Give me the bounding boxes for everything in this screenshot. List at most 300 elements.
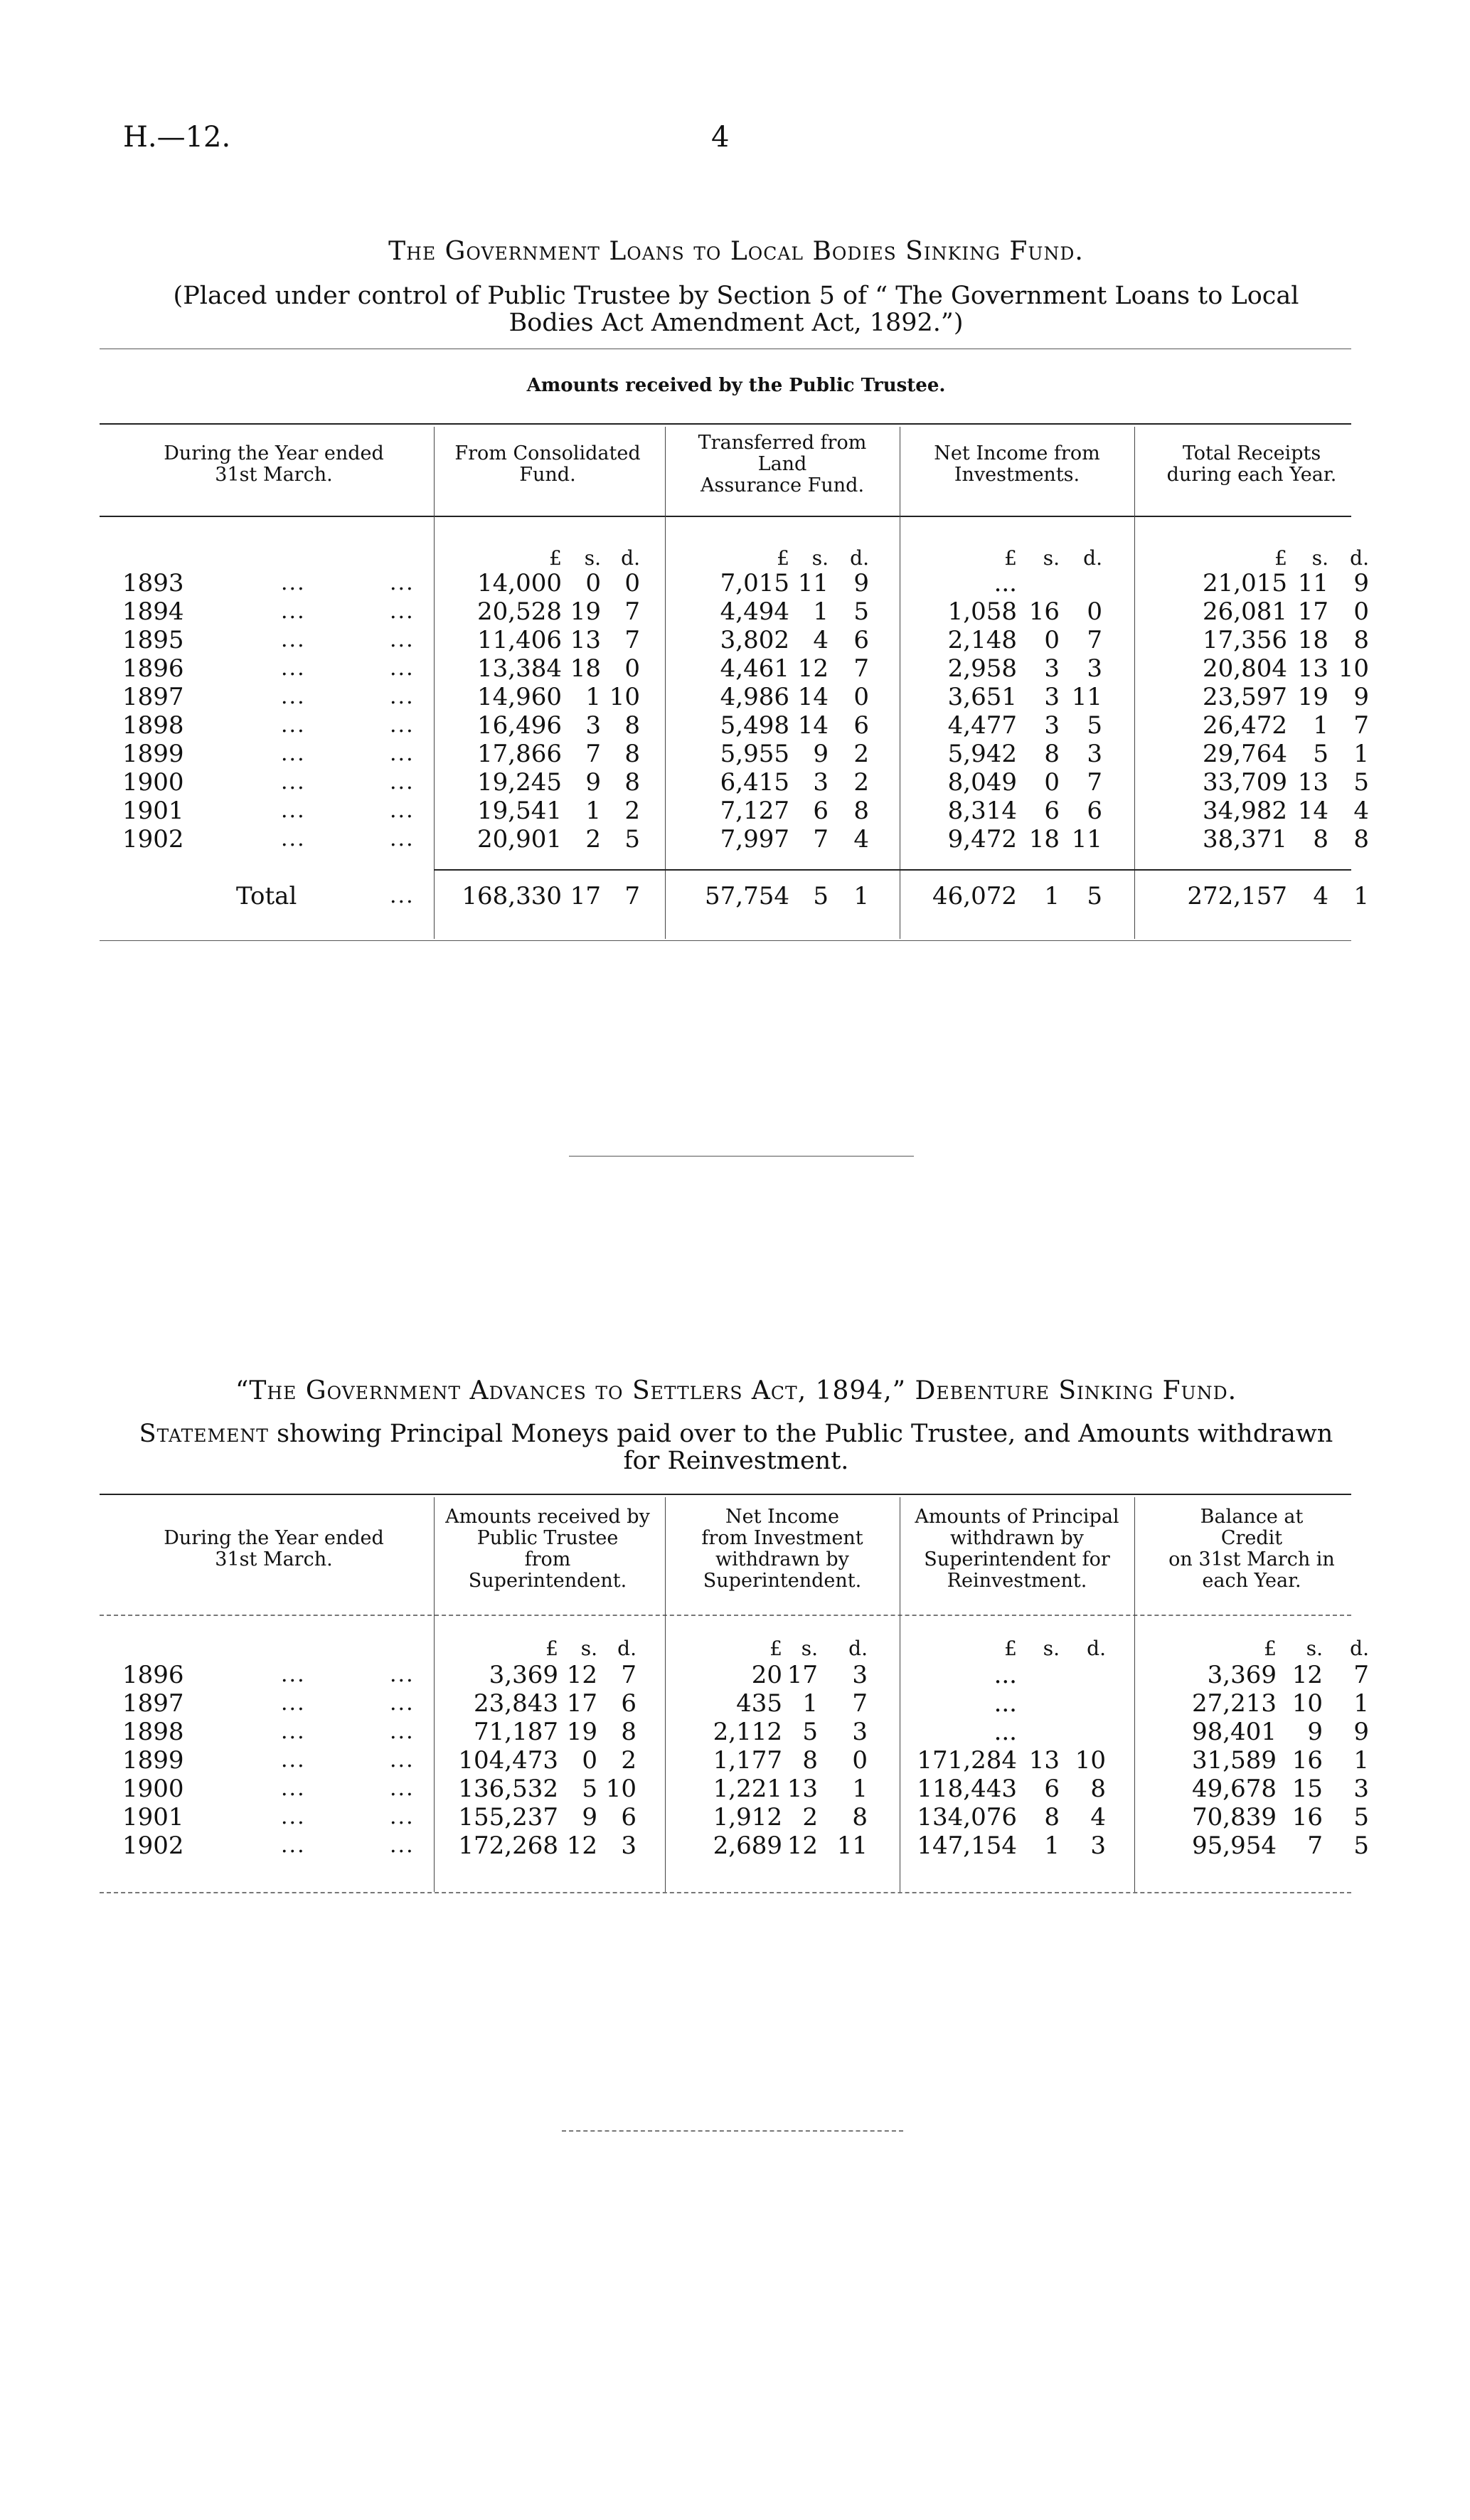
table2-row-c4-pound: 31,589	[1192, 1746, 1277, 1775]
table1-row-c1-d: 8	[624, 768, 640, 797]
table1-row-c3-pound: 2,148	[947, 626, 1017, 654]
table2-row	[0, 1803, 1470, 1831]
table1-row-c2-d: 2	[853, 740, 869, 768]
table1-row-c3-d: 11	[1071, 683, 1102, 711]
table1-row	[0, 825, 1470, 854]
table1-row-c3-pound: 3,651	[947, 683, 1017, 711]
table1-unit-c2-pound: £	[777, 546, 789, 570]
table1-row-c4-s: 5	[1313, 740, 1328, 768]
table1-row-c3-s: 3	[1044, 711, 1060, 740]
table2-colhead-c3-line: Amounts of Principal	[915, 1506, 1119, 1528]
table2-row-c4-d: 5	[1353, 1803, 1369, 1831]
table2-row	[0, 1831, 1470, 1860]
table1-row-c1-d: 2	[624, 797, 640, 825]
table1-colhead-c0	[107, 443, 441, 486]
table1-row-leader: ...	[281, 570, 306, 595]
table1-row-c2-pound: 5,955	[720, 740, 789, 768]
table1-total-c3-d: 5	[1087, 882, 1102, 910]
table1-row-leader: ...	[281, 713, 306, 738]
table1-row-c3-d: 11	[1071, 825, 1102, 854]
table1-row-c1-d: 7	[624, 626, 640, 654]
table2-units-row	[0, 1634, 1470, 1663]
table2-row-c4-pound: 3,369	[1207, 1661, 1277, 1689]
table2-row-c2-s: 2	[802, 1803, 818, 1831]
table2-row-c4-d: 9	[1353, 1718, 1369, 1746]
table2-row	[0, 1661, 1470, 1689]
table2-colhead-c4-line: Balance at	[1200, 1506, 1304, 1528]
table2-row-leader: ...	[390, 1748, 415, 1772]
table2-row-c1-d: 10	[605, 1775, 637, 1803]
table1-row-c3-pound: 9,472	[947, 825, 1017, 854]
table2-colhead-c4	[1134, 1506, 1369, 1592]
table2-colhead-c1-line: Public Trustee	[476, 1527, 619, 1549]
table1-row-year: 1901	[122, 797, 184, 825]
table2-row-leader: ...	[281, 1804, 306, 1829]
table2-row-c2-s: 1	[802, 1689, 818, 1718]
table2-colhead-c0-line: During the Year ended	[164, 1527, 384, 1549]
table1-total-c4-s: 4	[1313, 882, 1328, 910]
table1-row-c4-d: 9	[1353, 683, 1369, 711]
table1-total-c1-d: 7	[624, 882, 640, 910]
table1-row-year: 1902	[122, 825, 184, 854]
table2-row-c1-pound: 155,237	[458, 1803, 558, 1831]
table1-colhead-c3-line: Net Income from	[934, 442, 1100, 464]
table2-row-leader: ...	[390, 1776, 415, 1801]
table2-colhead-c0	[107, 1528, 441, 1570]
table1-row-year: 1899	[122, 740, 184, 768]
table1-row-c4-pound: 23,597	[1203, 683, 1287, 711]
table2-row-c4-pound: 49,678	[1192, 1775, 1277, 1803]
table2-row-c4-s: 7	[1307, 1831, 1323, 1860]
table1-row-c2-pound: 4,986	[720, 683, 789, 711]
table1-unit-c3-d: d.	[1083, 546, 1102, 570]
table2-row-c1-pound: 104,473	[458, 1746, 558, 1775]
table1-row-c1-pound: 11,406	[477, 626, 562, 654]
table1-row-c3-d: 0	[1087, 597, 1102, 626]
table1-total-c2-d: 1	[853, 882, 869, 910]
table2-row-c1-pound: 23,843	[474, 1689, 558, 1718]
table1-row-c2-d: 4	[853, 825, 869, 854]
table1-row-c4-s: 8	[1313, 825, 1328, 854]
table1-row-c1-s: 1	[585, 797, 601, 825]
table2-colhead-c3	[900, 1506, 1134, 1592]
table2-row-c3-s: 6	[1044, 1775, 1060, 1803]
table2-colhead-c3-line: withdrawn by	[950, 1527, 1084, 1549]
table1-column-divider	[1134, 427, 1135, 939]
table1-row-c4-s: 13	[1297, 654, 1328, 683]
table1-row-c3-pound: 5,942	[947, 740, 1017, 768]
table2-row-c2-d: 8	[852, 1803, 868, 1831]
table2-row-leader: ...	[390, 1719, 415, 1744]
table1-row-c3-s: 6	[1044, 797, 1060, 825]
table1-total-c2-s: 5	[813, 882, 829, 910]
table1-row-year: 1897	[122, 683, 184, 711]
table1-row-c1-pound: 17,866	[477, 740, 562, 768]
table1-row-year: 1896	[122, 654, 184, 683]
table1-row-c1-pound: 13,384	[477, 654, 562, 683]
table1-row-c1-s: 3	[585, 711, 601, 740]
table2-unit-c4-pound: £	[1264, 1637, 1277, 1660]
table1-row-c1-d: 8	[624, 740, 640, 768]
table1-colhead-c0-line: During the Year ended	[164, 442, 384, 464]
table1-row-c2-d: 2	[853, 768, 869, 797]
table2-column-divider	[665, 1497, 666, 1892]
table2-row-c2-d: 7	[852, 1689, 868, 1718]
table1-subtitle-line2: Bodies Act Amendment Act, 1892.”)	[508, 309, 964, 337]
table1-row-c2-s: 4	[813, 626, 829, 654]
table2-row-c2-d: 3	[852, 1661, 868, 1689]
table1-row-c3-pound: 8,049	[947, 768, 1017, 797]
table2-row-c4-pound: 70,839	[1192, 1803, 1277, 1831]
table1-colhead-c4	[1134, 443, 1369, 486]
table1-row-leader: ...	[390, 741, 415, 766]
table2-row-c2-pound: 1,221	[713, 1775, 782, 1803]
table1-row-c2-pound: 4,461	[720, 654, 789, 683]
table1-row-c1-s: 9	[585, 768, 601, 797]
table2-colhead-c1-line: Superintendent.	[468, 1570, 627, 1592]
table1-row-c1-d: 10	[609, 683, 640, 711]
table1-unit-c2-s: s.	[811, 546, 829, 570]
table2-unit-c4-s: s.	[1306, 1637, 1323, 1660]
table1-caption: Amounts received by the Public Trustee.	[526, 375, 946, 396]
table1-row-leader: ...	[281, 826, 306, 851]
table1-row-c4-pound: 33,709	[1203, 768, 1287, 797]
table1-row-c3-s: 16	[1028, 597, 1060, 626]
table2-row-c1-d: 3	[621, 1831, 637, 1860]
document-code: H.—12.	[123, 121, 231, 154]
table1-row-c3-s: 18	[1028, 825, 1060, 854]
table2-row-leader: ...	[281, 1662, 306, 1687]
table1-row-c1-d: 5	[624, 825, 640, 854]
table1-row-c4-pound: 17,356	[1203, 626, 1287, 654]
table1-title: The Government Loans to Local Bodies Sinking Fund.	[388, 237, 1084, 266]
table1-row-c4-s: 18	[1297, 626, 1328, 654]
table1-header-bottom-rule	[100, 516, 1351, 517]
table2-row-leader: ...	[281, 1833, 306, 1858]
table2-unit-c2-d: d.	[848, 1637, 868, 1660]
table1-row-c2-s: 14	[797, 683, 829, 711]
table2-row-c2-s: 12	[787, 1831, 818, 1860]
table2-row-c2-pound: 2,689	[713, 1831, 782, 1860]
table1-row-c2-d: 8	[853, 797, 869, 825]
table1-row-leader: ...	[390, 713, 415, 738]
table1-colhead-c3	[900, 443, 1134, 486]
table2-colhead-c3-line: Superintendent for	[924, 1548, 1110, 1570]
table1-colhead-c1-line: From Consolidated	[454, 442, 641, 464]
table1-colhead-c4-line: during each Year.	[1166, 464, 1337, 486]
table1-colhead-c3-line: Investments.	[954, 464, 1080, 486]
table2-row-c1-s: 12	[566, 1831, 597, 1860]
table1-row-c3-d: 7	[1087, 768, 1102, 797]
table1-row-year: 1900	[122, 768, 184, 797]
table2-row-c3-d: 4	[1090, 1803, 1106, 1831]
table2-row-c1-pound: 136,532	[458, 1775, 558, 1803]
table1-total-c1-pound: 168,330	[462, 882, 562, 910]
table2-colhead-c0-line: 31st March.	[215, 1548, 333, 1570]
table1-row-c2-pound: 6,415	[720, 768, 789, 797]
table2-row-leader: ...	[281, 1776, 306, 1801]
table1-total-row	[0, 882, 1470, 910]
table1-total-rule	[434, 869, 1351, 871]
footer-dash-mark	[562, 2130, 903, 2132]
table1-row-c2-d: 7	[853, 654, 869, 683]
table1-row-c1-s: 1	[585, 683, 601, 711]
table1-row-c1-pound: 19,245	[477, 768, 562, 797]
table1-row-leader: ...	[281, 770, 306, 794]
table2-row-c2-pound: 1,912	[713, 1803, 782, 1831]
table1-row-c1-pound: 20,528	[477, 597, 562, 626]
table1-row-leader: ...	[281, 627, 306, 652]
table1-bottom-rule	[100, 940, 1351, 941]
table2-row-c4-s: 15	[1291, 1775, 1323, 1803]
table2-row-c3-s: 13	[1028, 1746, 1060, 1775]
table1-colhead-c2-line: Land	[757, 453, 807, 475]
table2-row-c2-d: 0	[852, 1746, 868, 1775]
table2-row-c3-d: 8	[1090, 1775, 1106, 1803]
table1-row-c4-s: 1	[1313, 711, 1328, 740]
table1-row-c4-d: 7	[1353, 711, 1369, 740]
table2-row-c4-d: 1	[1353, 1689, 1369, 1718]
table1-colhead-c1	[434, 443, 661, 486]
table1-row	[0, 797, 1470, 825]
table1-row-c4-pound: 26,081	[1203, 597, 1287, 626]
table2-row-c4-s: 10	[1291, 1689, 1323, 1718]
table2-colhead-c4-line: on 31st March in	[1168, 1548, 1335, 1570]
table1-row-c1-d: 0	[624, 654, 640, 683]
table1-row-leader: ...	[390, 770, 415, 794]
table2-unit-c3-d: d.	[1087, 1637, 1106, 1660]
table2-subtitle-line2: for Reinvestment.	[623, 1447, 849, 1475]
table2-row-leader: ...	[390, 1662, 415, 1687]
table2-unit-c3-pound: £	[1004, 1637, 1017, 1660]
table1-row-c3-pound: 1,058	[947, 597, 1017, 626]
table1-colhead-c4-line: Total Receipts	[1182, 442, 1321, 464]
table1-row-c2-s: 6	[813, 797, 829, 825]
table2-row-leader: ...	[281, 1719, 306, 1744]
table1-row	[0, 683, 1470, 711]
table2-row-c3-pound: ...	[994, 1661, 1017, 1689]
table1-row-c1-d: 8	[624, 711, 640, 740]
table1-row-c4-s: 19	[1297, 683, 1328, 711]
page-number: 4	[711, 121, 730, 154]
table2-row-c2-s: 13	[787, 1775, 818, 1803]
table1-row-leader: ...	[281, 684, 306, 709]
table2-row-c1-pound: 172,268	[458, 1831, 558, 1860]
table1-row-c4-pound: 29,764	[1203, 740, 1287, 768]
table1-total-c4-pound: 272,157	[1187, 882, 1287, 910]
table1-row-year: 1898	[122, 711, 184, 740]
table1-total-c2-pound: 57,754	[705, 882, 789, 910]
table1-row-c2-s: 1	[813, 597, 829, 626]
table2-row-c4-s: 12	[1291, 1661, 1323, 1689]
table1-row	[0, 740, 1470, 768]
table1-row-c3-d: 3	[1087, 740, 1102, 768]
table2-row-c4-pound: 27,213	[1192, 1689, 1277, 1718]
table2-unit-c2-pound: £	[769, 1637, 782, 1660]
table2-unit-c1-d: d.	[617, 1637, 637, 1660]
table2-row-c2-pound: 2,112	[713, 1718, 782, 1746]
table1-total-c3-pound: 46,072	[932, 882, 1017, 910]
table1-row-c4-s: 17	[1297, 597, 1328, 626]
table1-unit-c4-d: d.	[1350, 546, 1369, 570]
table2-colhead-c1-line: from	[524, 1548, 571, 1570]
table2-row	[0, 1718, 1470, 1746]
table1-unit-c4-s: s.	[1311, 546, 1328, 570]
table2-row-c1-d: 6	[621, 1689, 637, 1718]
table2-row-c4-pound: 98,401	[1192, 1718, 1277, 1746]
table1-row-c1-pound: 14,000	[477, 569, 562, 597]
table1-row	[0, 597, 1470, 626]
table2-row-c3-pound: ...	[994, 1689, 1017, 1718]
table1-unit-c4-pound: £	[1274, 546, 1287, 570]
table2-row-year: 1897	[122, 1689, 184, 1718]
table2-row	[0, 1689, 1470, 1718]
table1-row-c3-d: 5	[1087, 711, 1102, 740]
table1-row-c1-s: 19	[570, 597, 601, 626]
table2-colhead-c4-line: each Year.	[1202, 1570, 1301, 1592]
table1-row-year: 1893	[122, 569, 184, 597]
table2-row	[0, 1746, 1470, 1775]
table1-row-c2-s: 14	[797, 711, 829, 740]
table1-row-c2-pound: 7,015	[720, 569, 789, 597]
table2-colhead-c2-line: Superintendent.	[703, 1570, 862, 1592]
table2-row-c1-s: 9	[582, 1803, 597, 1831]
table2-column-divider	[1134, 1497, 1135, 1892]
table2-header-top-rule	[100, 1494, 1351, 1495]
table2-row-c2-d: 11	[836, 1831, 868, 1860]
table1-row-c3-s: 0	[1044, 626, 1060, 654]
table2-row-year: 1896	[122, 1661, 184, 1689]
table1-row-leader: ...	[281, 741, 306, 766]
table1-total-c4-d: 1	[1353, 882, 1369, 910]
table2-row-c4-s: 16	[1291, 1803, 1323, 1831]
table2-row-leader: ...	[281, 1748, 306, 1772]
table1-row-c3-s: 3	[1044, 683, 1060, 711]
table1-row	[0, 626, 1470, 654]
table1-total-label: Total	[236, 882, 297, 910]
table1-row-c1-pound: 19,541	[477, 797, 562, 825]
table1-row-leader: ...	[281, 599, 306, 624]
table1-row-c2-pound: 4,494	[720, 597, 789, 626]
table2-row-c3-d: 10	[1075, 1746, 1106, 1775]
table2-unit-c1-s: s.	[580, 1637, 597, 1660]
table2-row-year: 1901	[122, 1803, 184, 1831]
table1-row-c4-d: 4	[1353, 797, 1369, 825]
table2-bottom-rule	[100, 1892, 1351, 1893]
table1-unit-c3-s: s.	[1043, 546, 1060, 570]
table1-colhead-c2-line: Assurance Fund.	[700, 474, 865, 496]
table2-unit-c3-s: s.	[1043, 1637, 1060, 1660]
section-separator	[569, 1156, 914, 1157]
table1-row-c1-s: 2	[585, 825, 601, 854]
table2-row-c4-d: 7	[1353, 1661, 1369, 1689]
table2-row	[0, 1775, 1470, 1803]
table2-row-c4-d: 1	[1353, 1746, 1369, 1775]
table2-subtitle-lead: Statement	[139, 1420, 269, 1448]
table2-row-c3-pound: ...	[994, 1718, 1017, 1746]
table1-row-c3-d: 6	[1087, 797, 1102, 825]
table2-row-c3-pound: 118,443	[917, 1775, 1017, 1803]
table1-unit-c3-pound: £	[1004, 546, 1017, 570]
table1-colhead-c2-line: Transferred from	[698, 432, 867, 454]
table1-row	[0, 569, 1470, 597]
table1-row-c1-s: 7	[585, 740, 601, 768]
table1-row-leader: ...	[390, 627, 415, 652]
table1-row-c2-d: 0	[853, 683, 869, 711]
table2-row-c1-s: 5	[582, 1775, 597, 1803]
table2-row-c2-pound: 1,177	[713, 1746, 782, 1775]
table2-colhead-c2-line: from Investment	[701, 1527, 863, 1549]
table1-row	[0, 711, 1470, 740]
table1-colhead-c2	[665, 432, 900, 496]
table2-row-c2-d: 3	[852, 1718, 868, 1746]
table1-row-c3-d: 3	[1087, 654, 1102, 683]
table1-row-c1-pound: 20,901	[477, 825, 562, 854]
table2-row-c2-pound: 20	[751, 1661, 782, 1689]
table1-unit-c2-d: d.	[850, 546, 869, 570]
table1-row-c3-s: 0	[1044, 768, 1060, 797]
table1-row-leader: ...	[281, 656, 306, 681]
table1-column-divider	[665, 427, 666, 939]
table1-row-c3-pound: 8,314	[947, 797, 1017, 825]
table1-row-c1-d: 7	[624, 597, 640, 626]
table2-row-c3-s: 1	[1044, 1831, 1060, 1860]
table1-unit-c1-pound: £	[549, 546, 562, 570]
table1-unit-c1-d: d.	[621, 546, 640, 570]
table2-row-c2-d: 1	[852, 1775, 868, 1803]
table2-row-c4-s: 16	[1291, 1746, 1323, 1775]
table1-row-c2-pound: 3,802	[720, 626, 789, 654]
table1-header-top-rule	[100, 423, 1351, 425]
table1-row-leader: ...	[281, 798, 306, 823]
table1-row-leader: ...	[390, 599, 415, 624]
table1-row-leader: ...	[390, 826, 415, 851]
table2-row-c2-pound: 435	[736, 1689, 782, 1718]
table1-row	[0, 654, 1470, 683]
table2-row-year: 1902	[122, 1831, 184, 1860]
table2-column-divider	[434, 1497, 435, 1892]
table2-title: “The Government Advances to Settlers Act, 1894,” Debenture Sinking Fund.	[235, 1376, 1237, 1405]
table1-row-year: 1894	[122, 597, 184, 626]
table1-row-c3-pound: 2,958	[947, 654, 1017, 683]
table2-colhead-c2-line: withdrawn by	[715, 1548, 849, 1570]
table1-row-c2-s: 9	[813, 740, 829, 768]
table2-colhead-c3-line: Reinvestment.	[947, 1570, 1087, 1592]
table1-total-c1-s: 17	[570, 882, 601, 910]
table1-row-leader: ...	[390, 684, 415, 709]
table1-row-c4-pound: 20,804	[1203, 654, 1287, 683]
table1-row-c1-d: 0	[624, 569, 640, 597]
table2-row-year: 1898	[122, 1718, 184, 1746]
table1-row-c4-pound: 21,015	[1203, 569, 1287, 597]
table1-row-c3-pound: 4,477	[947, 711, 1017, 740]
table1-row-c4-s: 14	[1297, 797, 1328, 825]
table2-row-c4-d: 3	[1353, 1775, 1369, 1803]
table1-row-c2-s: 11	[797, 569, 829, 597]
table2-header-bottom-rule	[100, 1615, 1351, 1616]
table2-row-c1-pound: 71,187	[474, 1718, 558, 1746]
table2-row-leader: ...	[390, 1691, 415, 1716]
table1-row-c2-d: 6	[853, 626, 869, 654]
table1-row-leader: ...	[390, 570, 415, 595]
table2-subtitle-line1	[121, 1419, 1351, 1449]
table2-colhead-c1-line: Amounts received by	[445, 1506, 650, 1528]
table1-row-c4-d: 1	[1353, 740, 1369, 768]
table1-row-c1-pound: 14,960	[477, 683, 562, 711]
table1-row-leader: ...	[390, 798, 415, 823]
table1-row-c4-d: 9	[1353, 569, 1369, 597]
table2-row-c2-s: 17	[787, 1661, 818, 1689]
